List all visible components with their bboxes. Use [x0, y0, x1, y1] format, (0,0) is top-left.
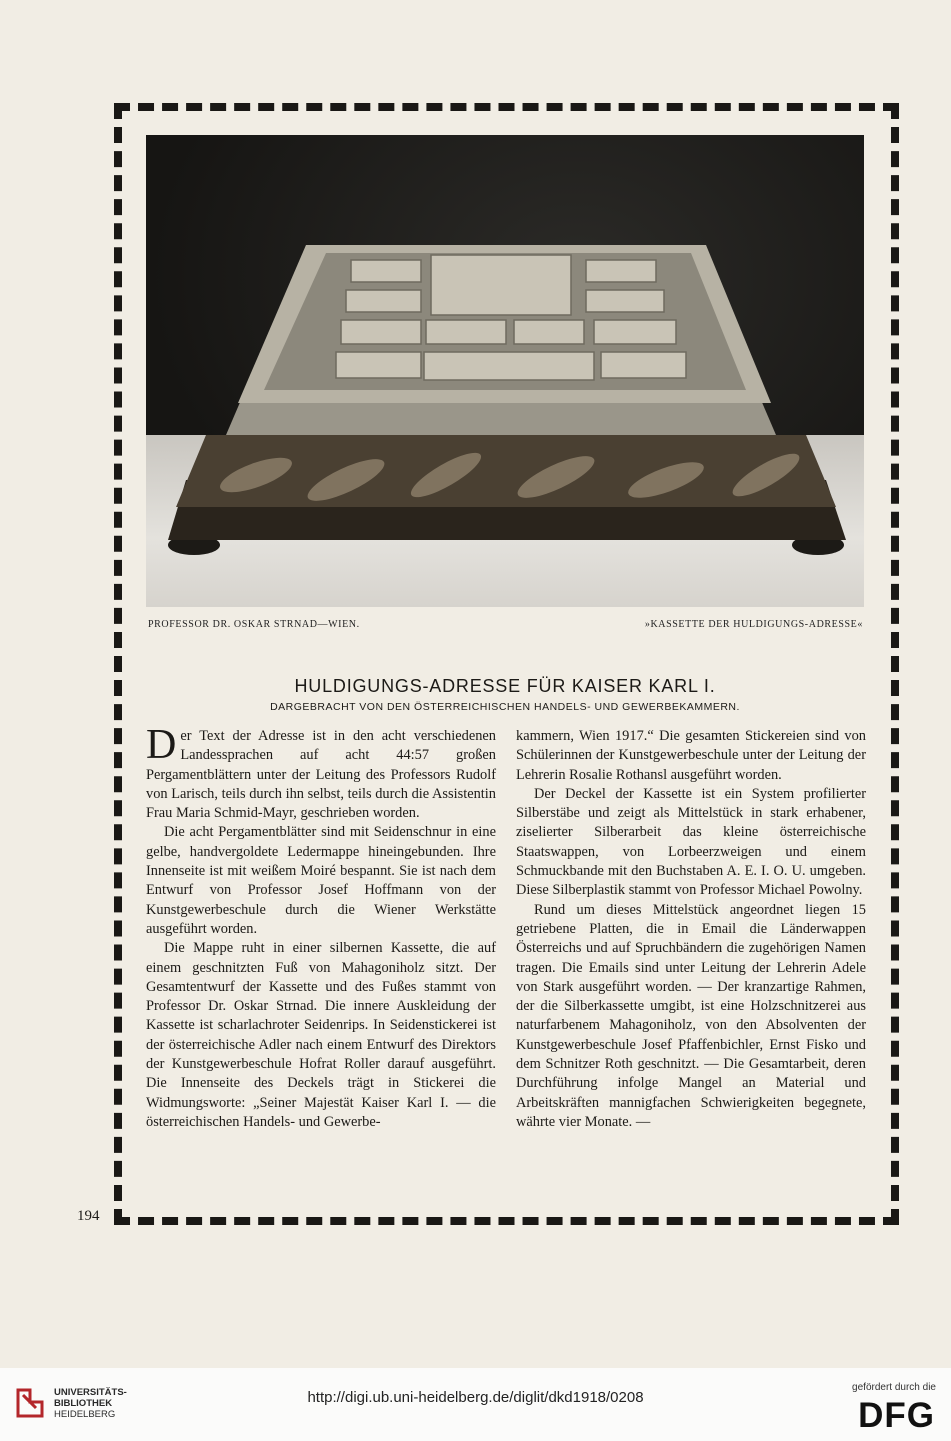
paragraph: Die acht Pergamentblätter sind mit Seidenschnur in eine gelbe, handvergoldete Ledermappe hineingebunden. Ihre Innenseite ist mit weißem Moiré bespannt. Sie ist nach dem Entwurf von Professor Josef Hoffmann von der Kunstgewerbeschule durch die Wiener Werkstätte ausgeführt worden.	[146, 824, 496, 937]
paragraph: Der Text der Adresse ist in den acht verschiedenen Landessprachen auf acht 44:57 großen Pergamentblättern unter der Leitung des Professors Rudolf von Larisch, teils durch ihn selbst, teils durch die Assistentin Frau Maria Schmid-Mayr, geschrieben worden.	[146, 722, 496, 822]
paragraph: kammern, Wien 1917.“ Die gesamten Stickereien sind von Schülerinnen der Kunstgewerbeschule unter der Leitung der Lehrerin Rosalie Rothansl ausgeführt worden.	[516, 728, 866, 783]
library-name: UNIVERSITÄTS- BIBLIOTHEK HEIDELBERG	[54, 1387, 127, 1420]
article-title: HULDIGUNGS-ADRESSE FÜR KAISER KARL I.	[294, 676, 716, 696]
dfg-logo: DFG	[858, 1396, 935, 1435]
photo-caption-title: »KASSETTE DER HULDIGUNGS-ADRESSE«	[644, 619, 863, 630]
drop-cap: D	[146, 722, 177, 768]
funding-note: gefördert durch die	[852, 1382, 936, 1393]
article-subtitle: DARGEBRACHT VON DEN ÖSTERREICHISCHEN HANDELS- UND GEWERBEKAMMERN.	[270, 701, 740, 713]
casket-photograph	[146, 135, 864, 607]
paragraph: Der Deckel der Kassette ist ein System profilierter Silberstäbe und zeigt als Mittelstück in stark erhabener, ziselierter Silberarbeit das kleine österreichische Staatswappen, von Lorbeerzweigen und einem Schmuckbande mit den Buchstaben A. E. I. O. U. umgeben. Diese Silberplastik stammt von Professor Michael Powolny.	[516, 785, 866, 899]
text-column-left	[146, 722, 496, 1132]
casket-illustration	[146, 135, 864, 607]
paragraph: Die Mappe ruht in einer silbernen Kassette, die auf einem geschnitzten Fuß von Mahagoniholz sitzt. Der Gesamtentwurf der Kassette und des Fußes stammt von Professor Dr. Oskar Strnad. Die innere Auskleidung der Kassette ist scharlachroter Seidenrips. In Seidenstickerei ist der österreichische Adler nach einem Entwurf des Direktors der Kunstgewerbeschule Hofrat Roller darauf ausgeführt. Die Innenseite des Deckels trägt in Stickerei die Widmungsworte: „Seiner Majestät Kaiser Karl I. — die österreichischen Handels- und Gewerbe-	[146, 940, 496, 1130]
text-column-right	[516, 727, 866, 1132]
permalink[interactable]: http://digi.ub.uni-heidelberg.de/diglit/dkd1918/0208	[307, 1389, 644, 1406]
paragraph: Rund um dieses Mittelstück angeordnet liegen 15 getriebene Platten, die in Email die Länderwappen Österreichs und auf Spruchbändern die zugehörigen Namen tragen. Die Emails sind unter Leitung der Lehrerin Adele von Stark ausgeführt worden. — Der kranzartige Rahmen, der die Silberkassette umgibt, ist eine Holzschnitzerei aus naturfarbenem Mahagoniholz, von den Absolventen der Kunstgewerbeschule Josef Pfaffenbichler, Ernst Fisko und dem Schnitzer Roth geschnitzt. — Die Gesamtarbeit, deren Durchführung infolge Mangel an Material und Arbeitskräften mannigfachen Schwierigkeiten begegnete, währte vier Monate. —	[516, 901, 866, 1130]
photo-caption-author: PROFESSOR DR. OSKAR STRNAD—WIEN.	[148, 619, 360, 630]
page-number: 194	[77, 1208, 100, 1224]
